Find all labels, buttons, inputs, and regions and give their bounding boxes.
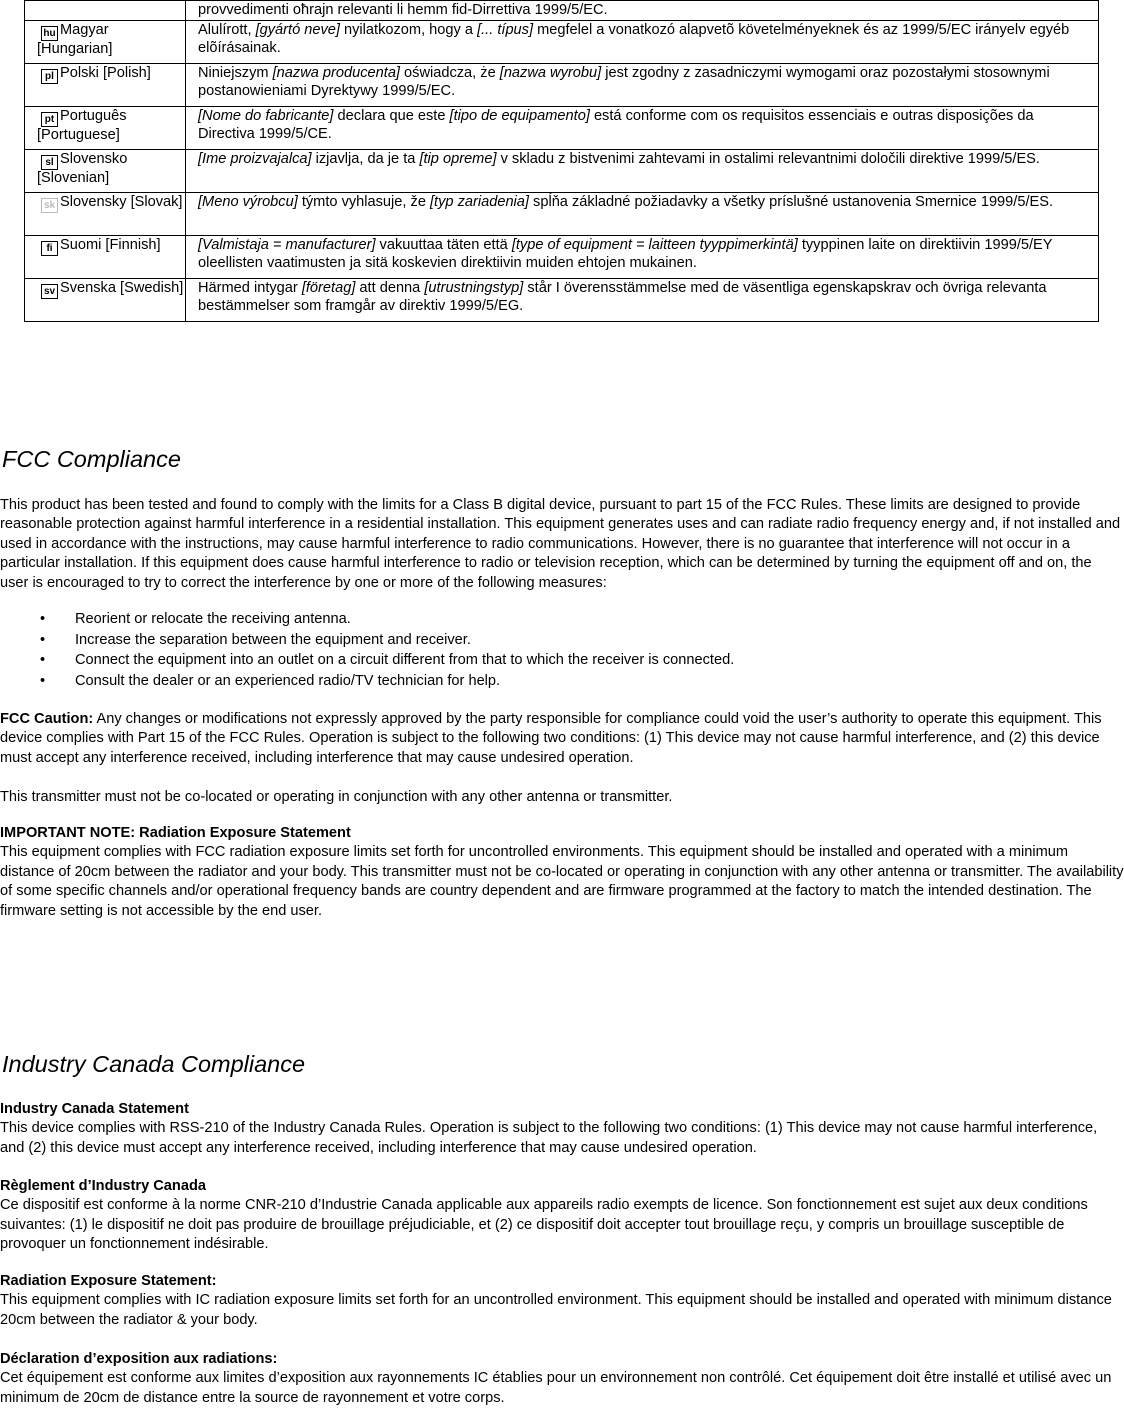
declaration-text: jest zgodny z zasadniczymi wymogami oraz pozostałymi stosownymi postanowieniami Dyrektywy 1999/5/EC. xyxy=(198,65,1050,99)
declaration-text: nyilatkozom, hogy a xyxy=(339,22,478,38)
language-cell xyxy=(25,1,186,21)
language-name: Suomi [Finnish] xyxy=(60,237,161,253)
language-name: Slovensky [Slovak] xyxy=(60,194,183,210)
ic-section-text: This device complies with RSS-210 of the Industry Canada Rules. Operation is subject to the following two conditions: (1) This device may not cause harmful interference, and (2) this device must accept any interference received, including interference that may cause undesired operation. xyxy=(0,1120,1098,1156)
flag-pl-icon: pl xyxy=(41,69,58,84)
declaration-text: Alulírott, xyxy=(198,22,256,38)
declaration-text: oświadcza, że xyxy=(399,65,500,81)
flag-sk-icon: sk xyxy=(41,198,58,213)
language-cell xyxy=(25,279,186,322)
fcc-measures-list xyxy=(0,610,734,692)
declaration-cell xyxy=(186,279,1099,322)
ic-section-title: Règlement d’Industry Canada xyxy=(0,1178,206,1194)
language-cell xyxy=(25,236,186,279)
fcc-heading: FCC Compliance xyxy=(2,446,181,472)
declaration-text: v skladu z bistvenimi zahtevami in ostalimi relevantnimi določili direktive 1999/5/ES. xyxy=(496,151,1040,167)
language-cell xyxy=(25,193,186,236)
language-name: Magyar [Hungarian] xyxy=(37,22,113,57)
declaration-text: týmto vyhlasuje, že xyxy=(297,194,430,210)
placeholder-text: [nazwa producenta] xyxy=(272,65,400,81)
fcc-intro: This product has been tested and found to comply with the limits for a Class B digital device, pursuant to part 15 of the FCC Rules. These limits are designed to provide reasonable protection against harmful interference in a residential installation. This equipment generates uses and can radiate radio frequency energy and, if not installed and used in accordance with the instructions, may cause harmful interference to radio communications. However, there is no guarantee that interference will not occur in a particular installation. If this equipment does cause harmful interference to radio or television reception, which can be determined by turning the equipment off and on, the user is encouraged to try to correct the interference by one or more of the following measures: xyxy=(0,497,1121,591)
declaration-cell xyxy=(186,21,1099,64)
table-row xyxy=(25,64,1099,107)
flag-sl-icon: sl xyxy=(41,155,58,170)
table-row xyxy=(25,279,1099,322)
fcc-caution-label: FCC Caution: xyxy=(0,711,94,727)
list-item: • Increase the separation between the equipment and receiver. xyxy=(0,631,734,652)
ic-section-text: This equipment complies with IC radiation exposure limits set forth for an uncontrolled environment. This equipment should be installed and operated with minimum distance 20cm between the radiator & your body. xyxy=(0,1292,1112,1328)
language-cell xyxy=(25,107,186,150)
declaration-text: att denna xyxy=(355,280,425,296)
declaration-cell xyxy=(186,150,1099,193)
ic-section xyxy=(0,1177,1124,1255)
declaration-cell xyxy=(186,107,1099,150)
table-row xyxy=(25,21,1099,64)
list-item: • Reorient or relocate the receiving antenna. xyxy=(0,610,734,631)
language-cell xyxy=(25,150,186,193)
important-note-heading: IMPORTANT NOTE: Radiation Exposure Statement xyxy=(0,825,351,841)
flag-pt-icon: pt xyxy=(41,112,58,127)
ic-section-text: Ce dispositif est conforme à la norme CNR-210 d’Industrie Canada applicable aux appareils radio exempts de licence. Son fonctionnement est sujet aux deux conditions suivantes: (1) le dispositif ne doit pas produire de brouillage préjudiciable, et (2) ce dispositif doit accepter tout brouillage reçu, y compris un brouillage susceptible de provoquer un fonctionnement indésirable. xyxy=(0,1197,1088,1253)
ic-section-title: Radiation Exposure Statement: xyxy=(0,1273,217,1289)
declaration-text: megfelel a vonatkozó alapvetõ követelményeknek és az 1999/5/EC irányelv egyéb elõírásainak. xyxy=(198,22,1070,56)
placeholder-text: [tipo de equipamento] xyxy=(449,108,590,124)
table-row xyxy=(25,1,1099,21)
ic-section xyxy=(0,1272,1124,1330)
ic-section-text: Cet équipement est conforme aux limites d’exposition aux rayonnements IC établies pour un environnement non contrôlé. Cet équipement doit être installé et utilisé avec un minimum de 20cm de distance entre la source de rayonnement et votre corps. xyxy=(0,1370,1112,1406)
declaration-text: Niniejszym xyxy=(198,65,273,81)
placeholder-text: [... típus] xyxy=(477,22,534,38)
declaration-text: Härmed intygar xyxy=(198,280,302,296)
table-row xyxy=(25,107,1099,150)
language-cell xyxy=(25,64,186,107)
language-cell xyxy=(25,21,186,64)
language-name: Svenska [Swedish] xyxy=(60,280,184,296)
table-row xyxy=(25,236,1099,279)
declaration-text: provvedimenti oħrajn relevanti li hemm fid-Dirrettiva 1999/5/EC. xyxy=(198,2,608,18)
placeholder-text: [nazwa wyrobu] xyxy=(499,65,602,81)
declaration-cell xyxy=(186,1,1099,21)
ic-section xyxy=(0,1100,1124,1158)
flag-hu-icon: hu xyxy=(41,26,58,41)
table-row xyxy=(25,193,1099,236)
table-row xyxy=(25,150,1099,193)
declaration-cell xyxy=(186,64,1099,107)
placeholder-text: [typ zariadenia] xyxy=(430,194,529,210)
declaration-text: está conforme com os requisitos essenciais e outras disposições da Directiva 1999/5/CE. xyxy=(198,108,1034,142)
flag-sv-icon: sv xyxy=(41,284,58,299)
fcc-caution xyxy=(0,710,1124,768)
flag-fi-icon: fi xyxy=(41,241,58,256)
declaration-text: står I överensstämmelse med de väsentliga egenskapskrav och övriga relevanta bestämmelser som framgår av direktiv 1999/5/EG. xyxy=(198,280,1047,314)
declaration-text: tyyppinen laite on direktiivin 1999/5/EY oleellisten vaatimusten ja sitä koskevien direktiivin muiden ehtojen mukainen. xyxy=(198,237,1053,271)
declaration-cell xyxy=(186,236,1099,279)
placeholder-text: [type of equipment = laitteen tyyppimerkintä] xyxy=(511,237,798,253)
fcc-caution-text: Any changes or modifications not expressly approved by the party responsible for compliance could void the user’s authority to operate this equipment. This device complies with Part 15 of the FCC Rules. Operation is subject to the following two conditions: (1) This device may not cause harmful interference, and (2) this device must accept any interference received, including interference that may cause undesired operation. xyxy=(0,711,1102,766)
placeholder-text: [Ime proizvajalca] xyxy=(198,151,312,167)
ic-section-title: Déclaration d’exposition aux radiations: xyxy=(0,1351,278,1367)
language-name: Português [Portuguese] xyxy=(37,108,127,143)
placeholder-text: [utrustningstyp] xyxy=(424,280,524,296)
placeholder-text: [Nome do fabricante] xyxy=(198,108,334,124)
placeholder-text: [företag] xyxy=(301,280,356,296)
declaration-text: vakuuttaa täten että xyxy=(375,237,512,253)
declaration-cell xyxy=(186,193,1099,236)
placeholder-text: [Meno výrobcu] xyxy=(198,194,298,210)
declaration-text: izjavlja, da je ta xyxy=(311,151,420,167)
important-note xyxy=(0,824,1124,921)
placeholder-text: [tip opreme] xyxy=(419,151,497,167)
placeholder-text: [Valmistaja = manufacturer] xyxy=(198,237,376,253)
list-item: • Consult the dealer or an experienced radio/TV technician for help. xyxy=(0,672,734,693)
declaration-table xyxy=(24,0,1099,322)
language-name: Polski [Polish] xyxy=(60,65,151,81)
ic-section-title: Industry Canada Statement xyxy=(0,1101,189,1117)
placeholder-text: [gyártó neve] xyxy=(255,22,340,38)
language-name: Slovensko [Slovenian] xyxy=(37,151,128,186)
declaration-text: spĺňa základné požiadavky a všetky príslušné ustanovenia Smernice 1999/5/ES. xyxy=(528,194,1054,210)
ic-section xyxy=(0,1350,1124,1408)
colocation-note: This transmitter must not be co-located or operating in conjunction with any other antenna or transmitter. xyxy=(0,789,673,805)
declaration-text: declara que este xyxy=(333,108,450,124)
important-note-text: This equipment complies with FCC radiation exposure limits set forth for uncontrolled environments. This equipment should be installed and operated with a minimum distance of 20cm between the radiator and your body. This transmitter must not be co-located or operating in conjunction with any other antenna or transmitter. The availability of some specific channels and/or operational frequency bands are country dependent and are firmware programmed at the factory to match the intended destination. The firmware setting is not accessible by the end user. xyxy=(0,844,1124,919)
ic-heading: Industry Canada Compliance xyxy=(2,1051,306,1077)
list-item: • Connect the equipment into an outlet on a circuit different from that to which the receiver is connected. xyxy=(0,651,734,672)
